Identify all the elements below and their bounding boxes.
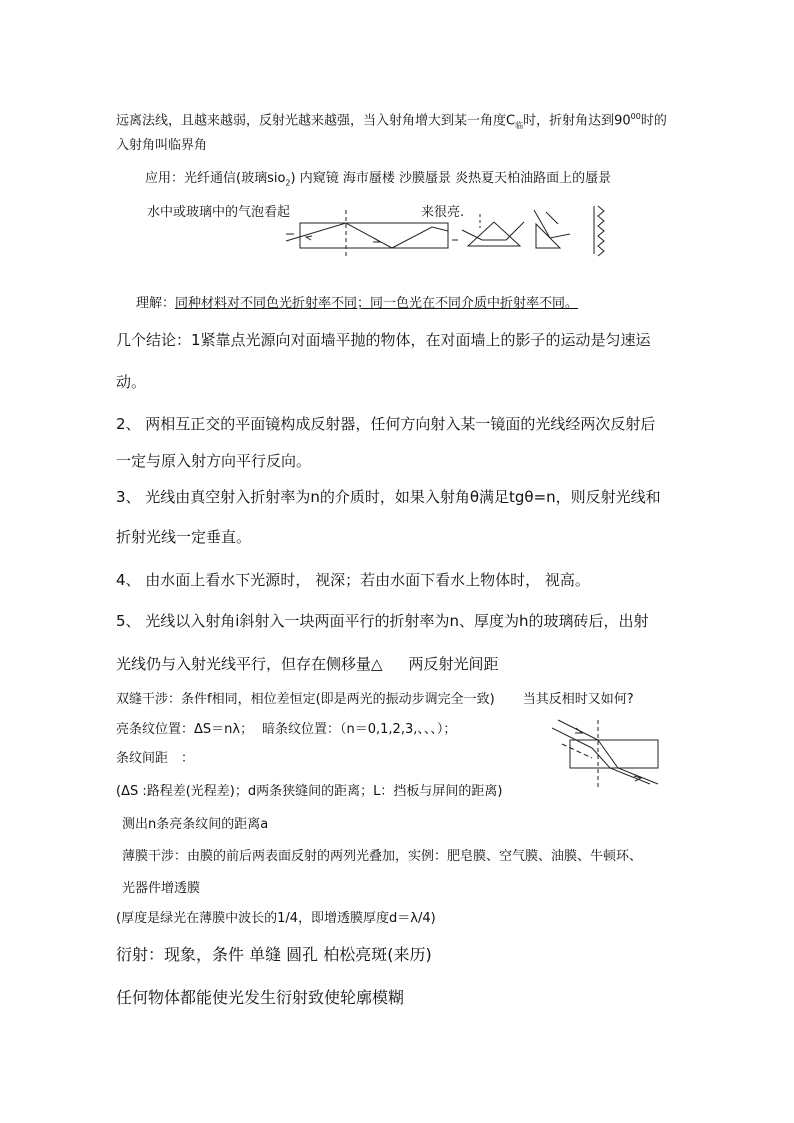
line1-sub: 临 bbox=[515, 120, 524, 130]
conclusion-5b-1: 光线仍与入射光线平行，但存在侧移量△ bbox=[116, 655, 383, 673]
prism-2 bbox=[536, 224, 560, 248]
thin-film-line: 薄膜干涉：由膜的前后两表面反射的两列光叠加，实例：肥皂膜、空气膜、油膜、牛顿环、 bbox=[122, 849, 643, 864]
thickness-line: (厚度是绿光在薄膜中波长的1/4，即增透膜厚度d＝λ/4) bbox=[116, 911, 436, 926]
final-line: 任何物体都能使光发生衍射致使轮廓模糊 bbox=[116, 988, 405, 1007]
conclusion-2b: 一定与原入射方向平行反向。 bbox=[116, 452, 312, 470]
line1-sup: 00 bbox=[630, 112, 641, 121]
conclusion-5b bbox=[116, 654, 499, 674]
conclusion-4: 4、 由水面上看水下光源时， 视深；若由水面下看水上物体时， 视高。 bbox=[116, 571, 590, 589]
double-slit-line bbox=[116, 692, 634, 708]
bubble-right: 来很亮. bbox=[421, 205, 465, 220]
application-line bbox=[145, 171, 611, 192]
conclusion-5a: 5、 光线以入射角i斜射入一块两面平行的折射率为n、厚度为h的玻璃砖后，出射 bbox=[116, 612, 649, 630]
conclusion-3b: 折射光线一定垂直。 bbox=[116, 528, 252, 546]
application-a: 应用：光纤通信(玻璃sio bbox=[145, 171, 286, 186]
bubble-left: 水中或玻璃中的气泡看起 bbox=[147, 205, 291, 220]
double-slit-b: 当其反相时又如何? bbox=[522, 692, 634, 707]
application-b: ) 内窥镜 海市蜃楼 沙膜蜃景 炎热夏天柏油路面上的蜃景 bbox=[290, 171, 612, 186]
glass-slab bbox=[570, 740, 658, 768]
conclusion-2a: 2、 两相互正交的平面镜构成反射器，任何方向射入某一镜面的光线经两次反射后 bbox=[116, 415, 656, 433]
understanding-line bbox=[136, 296, 578, 312]
understanding-label: 理解： bbox=[136, 296, 176, 311]
fringe-spacing: 条纹间距 ： bbox=[116, 751, 195, 766]
conclusion-1a: 几个结论：1紧靠点光源向对面墙平抛的物体，在对面墙上的影子的运动是匀速运 bbox=[116, 331, 651, 349]
understanding-text: 同种材料对不同色光折射率不同；同一色光在不同介质中折射率不同。 bbox=[175, 296, 579, 311]
glass-block bbox=[300, 223, 448, 248]
legend-line: (ΔS :路程差(光程差)；d两条狭缝间的距离；L：挡板与屏间的距离) bbox=[116, 784, 503, 799]
double-slit-a: 双缝干涉：条件f相同，相位差恒定(即是两光的振动步调完全一致) bbox=[116, 692, 495, 707]
conclusion-5b-2: 两反射光间距 bbox=[408, 655, 499, 673]
line-critical-angle bbox=[116, 109, 667, 134]
application-sub: 2 bbox=[285, 178, 291, 188]
line1-b: 时，折射角达到90 bbox=[523, 113, 631, 129]
slab-shift-figure bbox=[552, 718, 672, 798]
measure-line: 测出n条亮条纹间的距离a bbox=[122, 817, 269, 832]
conclusion-1b: 动。 bbox=[116, 373, 147, 391]
mirror-zigzag bbox=[598, 206, 604, 256]
fiber-prism-figure bbox=[282, 200, 642, 264]
conclusion-3a: 3、 光线由真空射入折射率为n的介质时，如果入射角θ满足tgθ=n，则反射光线和 bbox=[116, 488, 661, 506]
line1-c: 时的 bbox=[640, 113, 667, 129]
diffraction-line: 衍射：现象，条件 单缝 圆孔 柏松亮斑(来历) bbox=[116, 945, 432, 964]
line-critical-angle-2: 入射角叫临界角 bbox=[116, 138, 208, 153]
coating-line: 光器件增透膜 bbox=[122, 881, 201, 896]
fiber-ray bbox=[286, 223, 448, 248]
line1-a: 远离法线，且越来越弱，反射光越来越强，当入射角增大到某一角度C bbox=[116, 113, 516, 129]
bright-fringe: 亮条纹位置：ΔS＝nλ； bbox=[116, 722, 254, 737]
dark-fringe: 暗条纹位置：（n＝0,1,2,3,、、、）； bbox=[262, 722, 457, 737]
